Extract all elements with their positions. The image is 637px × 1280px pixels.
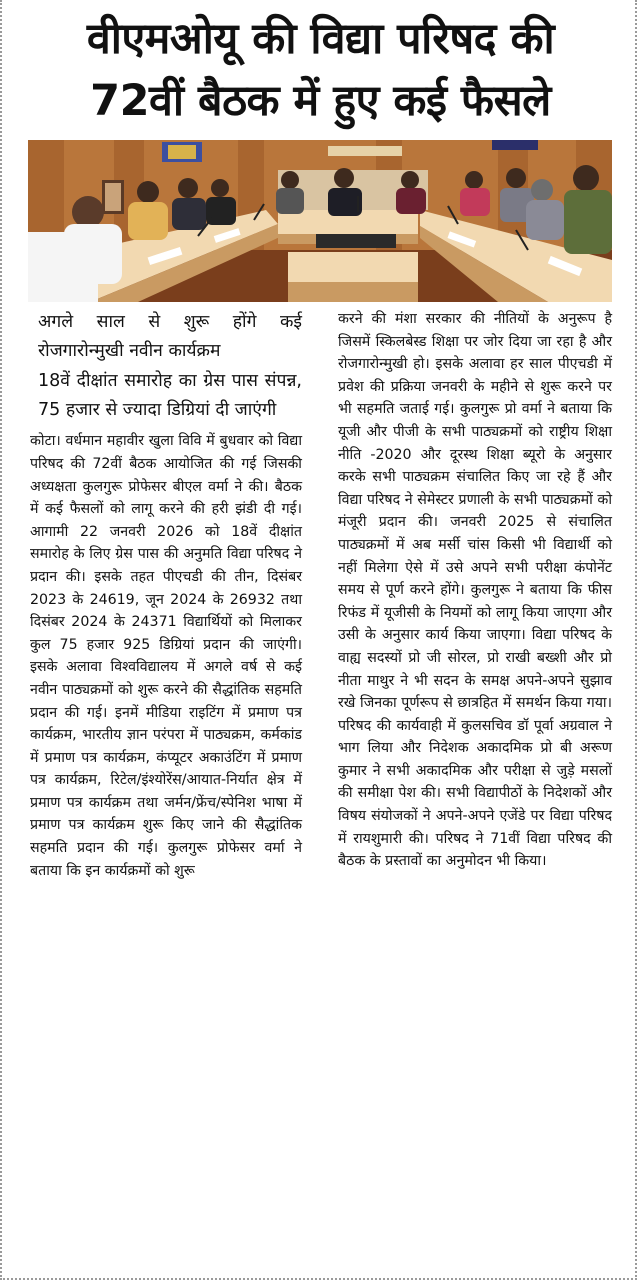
photo-screen [492, 140, 538, 150]
article-body-left: कोटा। वर्धमान महावीर खुला विवि में बुधवार को विद्या परिषद की 72वीं बैठक आयोजित की गई जिसकी अध्यक्षता कुलगुरू प्रोफेसर बीएल वर्मा ने की। बैठक में कई फैसलों को लागू करने की हरी झंडी दी गई। आगामी 22 जनवरी 2026 को 18वें दीक्षांत समारोह के लिए ग्रेस पास की अनुमति विद्या परिषद ने प्रदान की। इसके तहत पीएचडी की तीन, दिसंबर 2023 के 24619, जून 2024 के 26932 तथा दिसंबर 2024 के 24371 विद्यार्थियों को मिलाकर कुल 75 हजार 925 डिग्रियां प्रदान की जाएंगी। इसके अलावा विश्वविद्यालय में अगले वर्ष से कई नवीन पाठ्यक्रमों को शुरू करने की सैद्धांतिक सहमति प्रदान की गई। इनमें मीडिया राइटिंग में प्रमाण पत्र कार्यक्रम, भारतीय ज्ञान परंपरा में पाठ्यक्रम, कर्मकांड में प्रमाण पत्र कार्यक्रम, कंप्यूटर अकाउंटिंग में प्रमाण पत्र कार्यक्रम, रिटेल/इंश्योरेंस/आयात-निर्यात क्षेत्र में प्रमाण पत्र कार्यक्रम तथा जर्मन/फ्रेंच/स्पेनिश भाषा में प्रमाण पत्र कार्यक्रम शुरू किए जाने की सैद्धांतिक सहमति प्रदान की गई। कुलगुरू प्रोफेसर वर्मा ने बताया कि इन कार्यक्रमों को शुरू [30, 433, 302, 879]
headline-line-2: 72वीं बैठक में हुए कई फैसले [90, 76, 551, 126]
photo-table-front [288, 252, 418, 282]
headline-line-1: वीएमओयू की विद्या परिषद की [86, 14, 555, 64]
headline [16, 8, 625, 132]
article-body-right: करने की मंशा सरकार की नीतियों के अनुरूप है जिसमें स्किलबेस्ड शिक्षा पर जोर दिया जा रहा है और रोजगारोन्मुखी हो। इसके अलावा हर साल पीएचडी में प्रवेश की प्रक्रिया जनवरी के महीने से शुरू करने पर भी सहमति जताई गई। कुलगुरू प्रो वर्मा ने बताया कि यूजी और पीजी के सभी पाठ्यक्रमों को राष्ट्रीय शिक्षा नीति -2020 और दूरस्थ शिक्षा ब्यूरो के अनुसार करके सभी पाठ्यक्रम संचालित किए जा रहे हैं और विद्या परिषद ने सेमेस्टर प्रणाली के सभी पाठ्यक्रमों को मंजूरी प्रदान की। जनवरी 2025 से संचालित पाठ्यक्रमों में अब मर्सी चांस किसी भी विद्यार्थी को नहीं मिलेगा ऐसे में उसे अपने सभी परीक्षा कंपोनेंट समय से पूर्ण करने होंगे। कुलगुरू ने बताया कि फीस रिफंड में यूजीसी के नियमों को लागू किया जाएगा और उसी के अनुसार कार्य किया जाएगा। विद्या परिषद के वाह्य सदस्यों प्रो जी सोरल, प्रो राखी बख्शी और प्रो नीता माथुर ने भी सदन के समक्ष अपने-अपने सुझाव रखे जिनका पूर्णरूप से छात्रहित में समर्थन किया गया। परिषद की कार्यवाही में कुलसचिव डॉ पूर्वा अग्रवाल ने भाग लिया और निदेशक अकादमिक प्रो बी अरूण कुमार ने सभी अकादमिक और परीक्षा से जुड़े मसलों की समीक्षा पेश की। सभी विद्यापीठों के निदेशकों और विषय संयोजकों ने अपने-अपने एजेंडे पर विद्या परिषद में रायशुमारी की। परिषद ने 71वीं विद्या परिषद की बैठक के प्रस्तावों का अनुमोदन भी किया। [338, 311, 612, 870]
subheadline-1: अगले साल से शुरू होंगे कई रोजगारोन्मुखी नवीन कार्यक्रम [38, 312, 302, 361]
article-column-right [338, 308, 612, 873]
subheadline-2: 18वें दीक्षांत समारोह का ग्रेस पास संपन्न, 75 हजार से ज्यादा डिग्रियां दी जाएंगी [38, 371, 302, 420]
photo-banner [328, 146, 402, 156]
article-column-left [30, 308, 302, 882]
photo-console [316, 234, 396, 248]
meeting-photo [28, 140, 612, 302]
